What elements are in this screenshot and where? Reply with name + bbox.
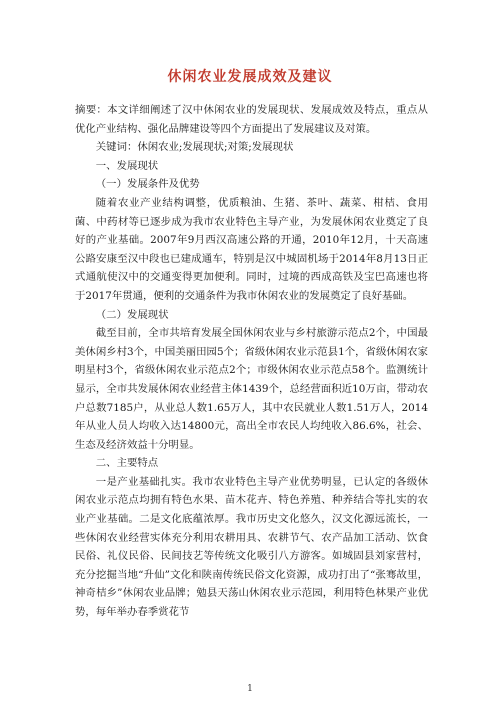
paragraph: （一）发展条件及优势 (95, 178, 200, 191)
paragraph: 摘要：本文详细阐述了汉中休闲农业的发展现状、发展成效及特点，重点从优化产业结构、强化品牌建设等四个方面提出了发展建议及对策。 (75, 104, 428, 135)
document-title: 休闲农业发展成效及建议 (167, 69, 333, 85)
paragraph: 截至目前，全市共培育发展全国休闲农业与乡村旅游示范点2个，中国最美休闲乡村3个，中国美丽田园5个；省级休闲农业示范县1个，省级休闲农家明星村3个，省级休闲农业示范点2个；市级休闲农业示范点58个。监测统计显示，全市共发展休闲农业经营主体1439个，总经营面积近10万亩，带动农户总数7185户，从业总人数1.65万人，其中农民就业人数1.51万人，2014年从业人员人均收入达14800元，高出全市农民人均纯收入86.6%，社会、生态及经济效益十分明显。 (75, 327, 428, 451)
paragraph: 一是产业基础扎实。我市农业特色主导产业优势明显，已认定的各级休闲农业示范点均拥有特色水果、苗木花卉、特色养殖、种养结合等扎实的农业产业基础。二是文化底蕴浓厚。我市历史文化悠久，汉文化源远流长，一些休闲农业经营实体充分利用农耕用具、农耕节气、农产品加工活动、饮食民俗、礼仪民俗、民间技艺等传统文化吸引八方游客。如城固县刘家营村，充分挖掘当地“升仙”文化和陕南传统民俗文化资源，成功打出了“张骞故里，神奇桔乡”休闲农业品牌；勉县天荡山休闲农业示范园，利用特色林果产业优势，每年举办春季赏花节 (75, 475, 428, 619)
paragraph: 随着农业产业结构调整，优质粮油、生猪、茶叶、蔬菜、柑桔、食用菌、中药材等已逐步成为我市农业特色主导产业，为发展休闲农业奠定了良好的产业基础。2007年9月西汉高速公路的开通，2010年12月，十天高速公路安康至汉中段也已建成通车，特别是汉中城固机场于2014年8月13日正式通航使汉中的交通变得更加便利。同时，过境的西成高铁及宝巴高速也将于2017年贯通，便利的交通条件为我市休闲农业的发展奠定了良好基础。 (75, 196, 428, 302)
paragraph: （二）发展现状 (95, 308, 169, 321)
page-number: 1 (247, 684, 253, 694)
paragraph: 二、主要特点 (95, 457, 159, 470)
paragraph: 一、发展现状 (95, 159, 159, 172)
document-body (75, 101, 428, 622)
paragraph: 关键词：休闲农业;发展现状;对策;发展现状 (95, 141, 294, 154)
